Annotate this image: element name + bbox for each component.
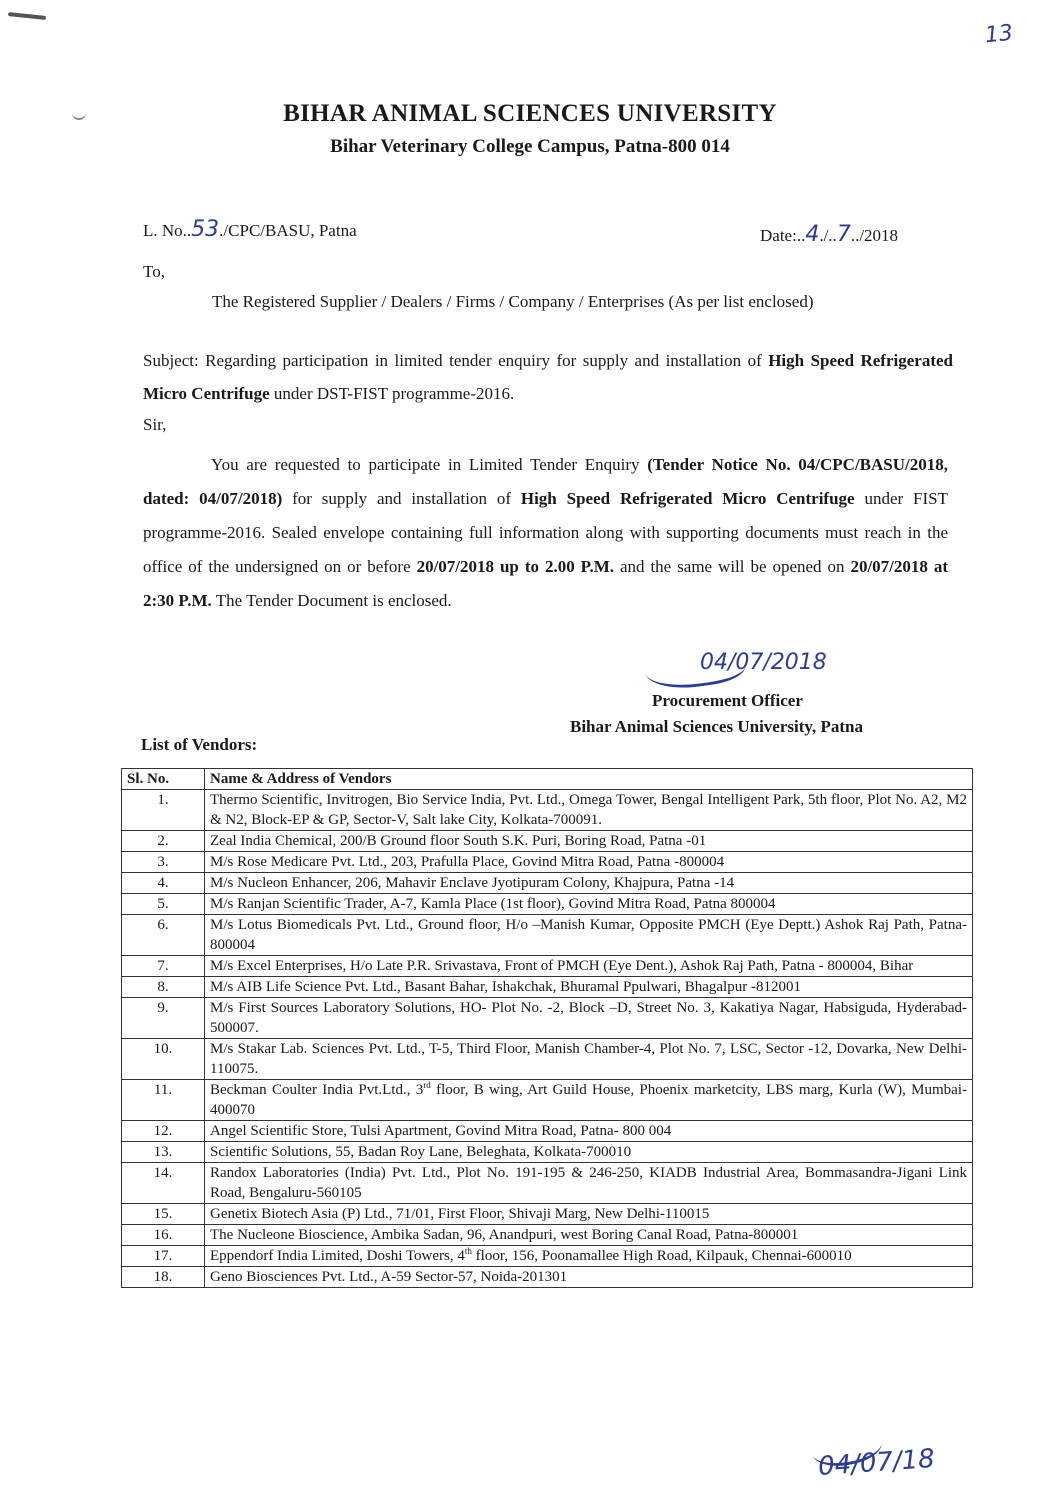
table-row <box>122 977 973 998</box>
table-row <box>122 873 973 894</box>
para-text: for supply and installation of <box>282 489 521 508</box>
vendor-serial-number: 8. <box>122 977 205 998</box>
recipient-line: The Registered Supplier / Dealers / Firms / Company / Enterprises (As per list enclosed) <box>212 292 814 311</box>
para-bold: High Speed Refrigerated Micro Centrifuge <box>520 489 855 508</box>
vendor-name-address: Angel Scientific Store, Tulsi Apartment, Govind Mitra Road, Patna- 800 004 <box>205 1121 973 1142</box>
vendor-serial-number: 4. <box>122 873 205 894</box>
column-header-sl: Sl. No. <box>122 769 205 790</box>
vendor-name-address: Geno Biosciences Pvt. Ltd., A-59 Sector-57, Noida-201301 <box>205 1267 973 1288</box>
vendor-text: floor, 156, Poonamallee High Road, Kilpauk, Chennai-600010 <box>471 1248 852 1264</box>
vendor-name-address: M/s Stakar Lab. Sciences Pvt. Ltd., T-5, Third Floor, Manish Chamber-4, Plot No. 7, LSC, Sector -12, Dovarka, New Delhi-110075. <box>205 1039 973 1080</box>
vendor-name-address: The Nucleone Bioscience, Ambika Sadan, 96, Anandpuri, west Boring Canal Road, Patna-800001 <box>205 1225 973 1246</box>
vendor-rows <box>122 790 973 1288</box>
vendor-table <box>121 768 973 1288</box>
vendor-serial-number: 2. <box>122 831 205 852</box>
vendor-serial-number: 7. <box>122 956 205 977</box>
date-suffix: ../2018 <box>850 226 899 245</box>
vendor-serial-number: 18. <box>122 1267 205 1288</box>
vendor-serial-number: 9. <box>122 998 205 1039</box>
vendor-serial-number: 10. <box>122 1039 205 1080</box>
to-line: To, <box>143 262 165 281</box>
table-row <box>122 1142 973 1163</box>
vendor-name-address <box>205 1246 973 1267</box>
date-prefix: Date:.. <box>760 226 806 245</box>
vendor-name-address: M/s Ranjan Scientific Trader, A-7, Kamla Place (1st floor), Govind Mitra Road, Patna 800004 <box>205 894 973 915</box>
letter-number-suffix: ./CPC/BASU, Patna <box>219 221 357 240</box>
vendor-name-address: Zeal India Chemical, 200/B Ground floor South S.K. Puri, Boring Road, Patna -01 <box>205 831 973 852</box>
vendor-name-address: M/s Lotus Biomedicals Pvt. Ltd., Ground floor, H/o –Manish Kumar, Opposite PMCH (Eye Deptt.) Ashok Raj Path, Patna-800004 <box>205 915 973 956</box>
vendor-name-address: M/s Nucleon Enhancer, 206, Mahavir Enclave Jyotipuram Colony, Khajpura, Patna -14 <box>205 873 973 894</box>
vendor-list-title: List of Vendors: <box>141 735 258 754</box>
vendor-serial-number: 1. <box>122 790 205 831</box>
letter-number-prefix: L. No.. <box>143 221 192 240</box>
table-row <box>122 998 973 1039</box>
subject-line <box>143 344 953 410</box>
column-header-name: Name & Address of Vendors <box>205 769 973 790</box>
vendor-serial-number: 14. <box>122 1163 205 1204</box>
vendor-serial-number: 12. <box>122 1121 205 1142</box>
university-name: BIHAR ANIMAL SCIENCES UNIVERSITY <box>283 100 777 127</box>
ordinal-superscript: th <box>464 1246 472 1256</box>
para-bold: 20/07/2018 up to 2.00 P.M. <box>416 557 615 576</box>
salutation: Sir, <box>143 415 167 434</box>
table-row <box>122 915 973 956</box>
vendor-serial-number: 17. <box>122 1246 205 1267</box>
para-text: under FIST programme-2016. Sealed envelope containing full information along with supporting documents must reach in the office of the undersigned on or before <box>143 489 948 576</box>
para-bold: 20/07/2018 at 2:30 P.M. <box>143 557 948 610</box>
signatory-organization: Bihar Animal Sciences University, Patna <box>570 717 863 736</box>
subject-bold: High Speed Refrigerated Micro Centrifuge <box>143 351 953 403</box>
date-month-handwritten: 7 <box>836 222 851 247</box>
ordinal-superscript: rd <box>423 1080 431 1090</box>
letter-number <box>143 217 357 242</box>
table-row <box>122 894 973 915</box>
letter-number-handwritten: 53 <box>191 217 220 242</box>
vendor-text: floor, B wing, Art Guild House, Phoenix marketcity, LBS marg, Kurla (W), Mumbai-400070 <box>210 1082 967 1118</box>
vendor-serial-number: 13. <box>122 1142 205 1163</box>
signature-date-handwritten: 04/07/2018 <box>700 650 827 675</box>
date-day-handwritten: 4 <box>805 222 820 247</box>
vendor-name-address: M/s Rose Medicare Pvt. Ltd., 203, Prafulla Place, Govind Mitra Road, Patna -800004 <box>205 852 973 873</box>
table-row <box>122 1246 973 1267</box>
bottom-signature-date: 04/07/18 <box>817 1443 936 1483</box>
vendor-name-address: M/s AIB Life Science Pvt. Ltd., Basant Bahar, Ishakchak, Bhuramal Ppulwari, Bhagalpur -812001 <box>205 977 973 998</box>
vendor-name-address: M/s First Sources Laboratory Solutions, HO- Plot No. -2, Block –D, Street No. 3, Kakatiya Nagar, Habsiguda, Hyderabad-500007. <box>205 998 973 1039</box>
table-row <box>122 1039 973 1080</box>
vendor-name-address: Genetix Biotech Asia (P) Ltd., 71/01, First Floor, Shivaji Marg, New Delhi-110015 <box>205 1204 973 1225</box>
para-text: You are requested to participate in Limited Tender Enquiry <box>211 455 648 474</box>
vendor-serial-number: 11. <box>122 1080 205 1121</box>
vendor-serial-number: 5. <box>122 894 205 915</box>
table-row <box>122 1080 973 1121</box>
vendor-name-address: Scientific Solutions, 55, Badan Roy Lane, Beleghata, Kolkata-700010 <box>205 1142 973 1163</box>
vendor-name-address: M/s Excel Enterprises, H/o Late P.R. Srivastava, Front of PMCH (Eye Dent.), Ashok Raj Path, Patna - 800004, Bihar <box>205 956 973 977</box>
table-row <box>122 1225 973 1246</box>
table-header-row <box>122 769 973 790</box>
para-bold: (Tender Notice No. 04/CPC/BASU/2018, dated: 04/07/2018) <box>143 455 948 508</box>
handwritten-page-number: 13 <box>983 20 1015 49</box>
body-paragraph <box>143 448 948 618</box>
table-row <box>122 1204 973 1225</box>
scan-artifact-mark <box>8 12 46 20</box>
subject-text: Subject: Regarding participation in limited tender enquiry for supply and installation of <box>143 351 769 370</box>
table-row <box>122 956 973 977</box>
table-row <box>122 1267 973 1288</box>
vendor-serial-number: 15. <box>122 1204 205 1225</box>
table-row <box>122 1163 973 1204</box>
vendor-serial-number: 6. <box>122 915 205 956</box>
para-text: The Tender Document is enclosed. <box>211 591 452 610</box>
table-row <box>122 1121 973 1142</box>
vendor-name-address <box>205 1080 973 1121</box>
date-separator: ./.. <box>819 226 837 245</box>
subject-tail: under DST-FIST programme-2016. <box>269 384 515 403</box>
table-row <box>122 852 973 873</box>
vendor-name-address: Thermo Scientific, Invitrogen, Bio Service India, Pvt. Ltd., Omega Tower, Bengal Intelligent Park, 5th floor, Plot No. A2, M2 & N2, Block-EP & GP, Sector-V, Salt lake City, Kolkata-700091. <box>205 790 973 831</box>
vendor-serial-number: 3. <box>122 852 205 873</box>
letter-date <box>760 222 898 247</box>
vendor-text: Beckman Coulter India Pvt.Ltd., 3 <box>210 1082 424 1098</box>
table-row <box>122 831 973 852</box>
vendor-serial-number: 16. <box>122 1225 205 1246</box>
signatory-title: Procurement Officer <box>652 691 803 710</box>
vendor-name-address: Randox Laboratories (India) Pvt. Ltd., Plot No. 191-195 & 246-250, KIADB Industrial Area, Bommasandra-Jigani Link Road, Bengaluru-560105 <box>205 1163 973 1204</box>
vendor-text: Eppendorf India Limited, Doshi Towers, 4 <box>210 1248 465 1264</box>
para-text: and the same will be opened on <box>614 557 851 576</box>
campus-address: Bihar Veterinary College Campus, Patna-800 014 <box>330 136 730 157</box>
table-row <box>122 790 973 831</box>
